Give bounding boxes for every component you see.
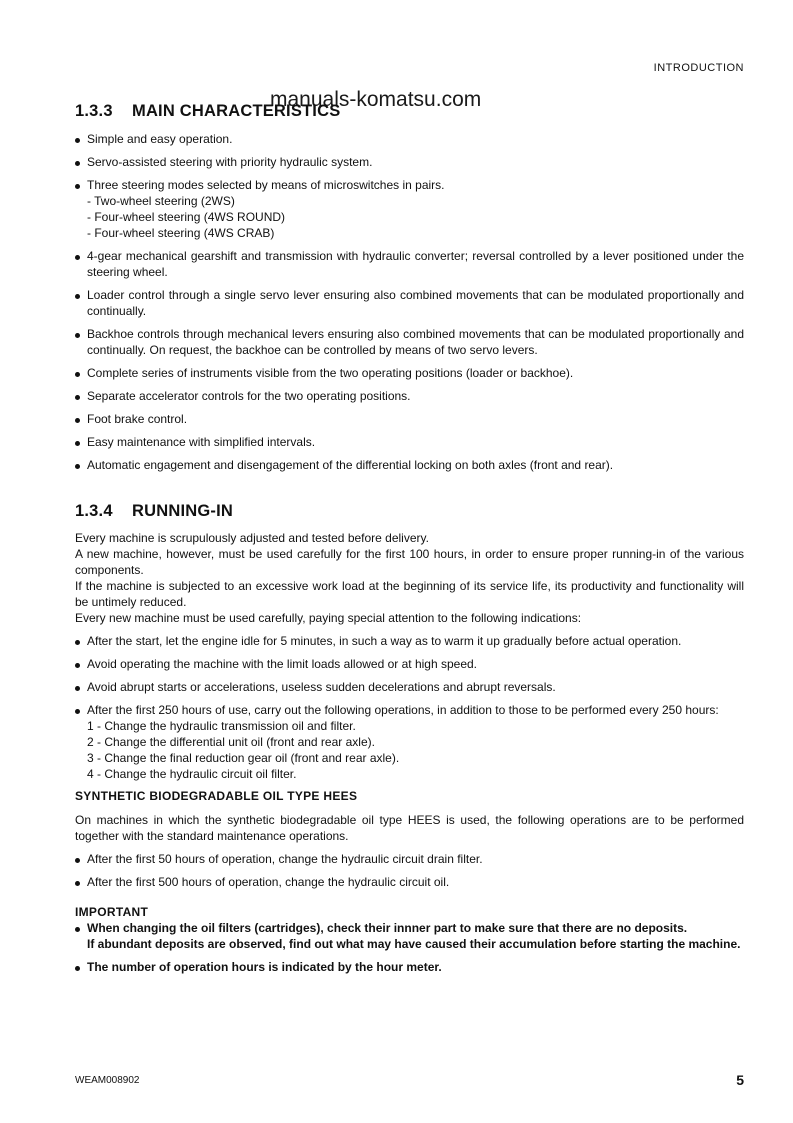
- list-item: Foot brake control.: [75, 411, 744, 427]
- operation-step: 2 - Change the differential unit oil (front and rear axle).: [87, 735, 375, 749]
- list-item: After the first 50 hours of operation, change the hydraulic circuit drain filter.: [75, 851, 744, 867]
- list-item: Separate accelerator controls for the two operating positions.: [75, 388, 744, 404]
- operation-step: 1 - Change the hydraulic transmission oil and filter.: [87, 719, 356, 733]
- list-item: Backhoe controls through mechanical levers ensuring also combined movements that can be modulated proportionally and continually. On request, the backhoe can be controlled by means of two servo levers.: [75, 326, 744, 358]
- list-item: Loader control through a single servo lever ensuring also combined movements that can be modulated proportionally and continually.: [75, 287, 744, 319]
- page-number: 5: [736, 1072, 744, 1088]
- list-item: Easy maintenance with simplified intervals.: [75, 434, 744, 450]
- section-number: 1.3.4: [75, 502, 113, 520]
- list-item: Simple and easy operation.: [75, 131, 744, 147]
- list-item: Automatic engagement and disengagement of the differential locking on both axles (front and rear).: [75, 457, 744, 473]
- document-code: WEAM008902: [75, 1075, 140, 1086]
- paragraph: If the machine is subjected to an excessive work load at the beginning of its service life, its productivity and functionality will be untimely reduced.: [75, 579, 744, 609]
- list-item: After the first 250 hours of use, carry out the following operations, in addition to those to be performed every 250 hours: 1 - Change the hydraulic transmission oil and filter. 2 - Change the differential unit oil (front and rear axle). 3 - Change the final reduction gear oil (front and rear axle). 4 - Change the hydraulic circuit oil filter.: [75, 702, 744, 782]
- paragraph: A new machine, however, must be used carefully for the first 100 hours, in order to ensure proper running-in of the various components.: [75, 547, 744, 577]
- paragraph: On machines in which the synthetic biodegradable oil type HEES is used, the following operations are to be performed together with the standard maintenance operations.: [75, 813, 744, 843]
- section-title: RUNNING-IN: [132, 502, 233, 520]
- operation-step: 3 - Change the final reduction gear oil (front and rear axle).: [87, 751, 400, 765]
- list-item: After the first 500 hours of operation, change the hydraulic circuit oil.: [75, 874, 744, 890]
- important-item: When changing the oil filters (cartridges), check their innner part to make sure that there are no deposits. If abundant deposits are observed, find out what may have caused their accumulation before starting the machine.: [75, 920, 744, 952]
- steering-mode: - Four-wheel steering (4WS CRAB): [87, 226, 275, 240]
- list-item: Avoid operating the machine with the limit loads allowed or at high speed.: [75, 656, 744, 672]
- important-item: The number of operation hours is indicated by the hour meter.: [75, 959, 744, 975]
- paragraph: Every new machine must be used carefully, paying special attention to the following indications:: [75, 611, 582, 625]
- section-title: MAIN CHARACTERISTICS: [132, 102, 341, 120]
- subheading-synthetic-oil: SYNTHETIC BIODEGRADABLE OIL TYPE HEES: [75, 789, 358, 803]
- main-characteristics-list: [75, 131, 744, 473]
- list-item: Servo-assisted steering with priority hydraulic system.: [75, 154, 744, 170]
- list-item: After the start, let the engine idle for 5 minutes, in such a way as to warm it up gradually before actual operation.: [75, 633, 744, 649]
- section-number: 1.3.3: [75, 102, 113, 120]
- running-in-body: [75, 530, 744, 975]
- steering-mode: - Two-wheel steering (2WS): [87, 194, 235, 208]
- list-item: Complete series of instruments visible from the two operating positions (loader or backhoe).: [75, 365, 744, 381]
- section-heading-main-characteristics: [75, 102, 340, 121]
- steering-mode: - Four-wheel steering (4WS ROUND): [87, 210, 286, 224]
- list-item: Three steering modes selected by means of microswitches in pairs. - Two-wheel steering (2WS) - Four-wheel steering (4WS ROUND) - Four-wheel steering (4WS CRAB): [75, 177, 744, 241]
- list-item: Avoid abrupt starts or accelerations, useless sudden decelerations and abrupt reversals.: [75, 679, 744, 695]
- list-item: 4-gear mechanical gearshift and transmission with hydraulic converter; reversal controlled by a lever positioned under the steering wheel.: [75, 248, 744, 280]
- running-header: INTRODUCTION: [653, 62, 744, 74]
- section-heading-running-in: [75, 502, 233, 521]
- watermark-text: manuals-komatsu.com: [270, 88, 482, 111]
- operation-step: 4 - Change the hydraulic circuit oil filter.: [87, 767, 297, 781]
- paragraph: Every machine is scrupulously adjusted and tested before delivery.: [75, 531, 429, 545]
- subheading-important: IMPORTANT: [75, 905, 149, 919]
